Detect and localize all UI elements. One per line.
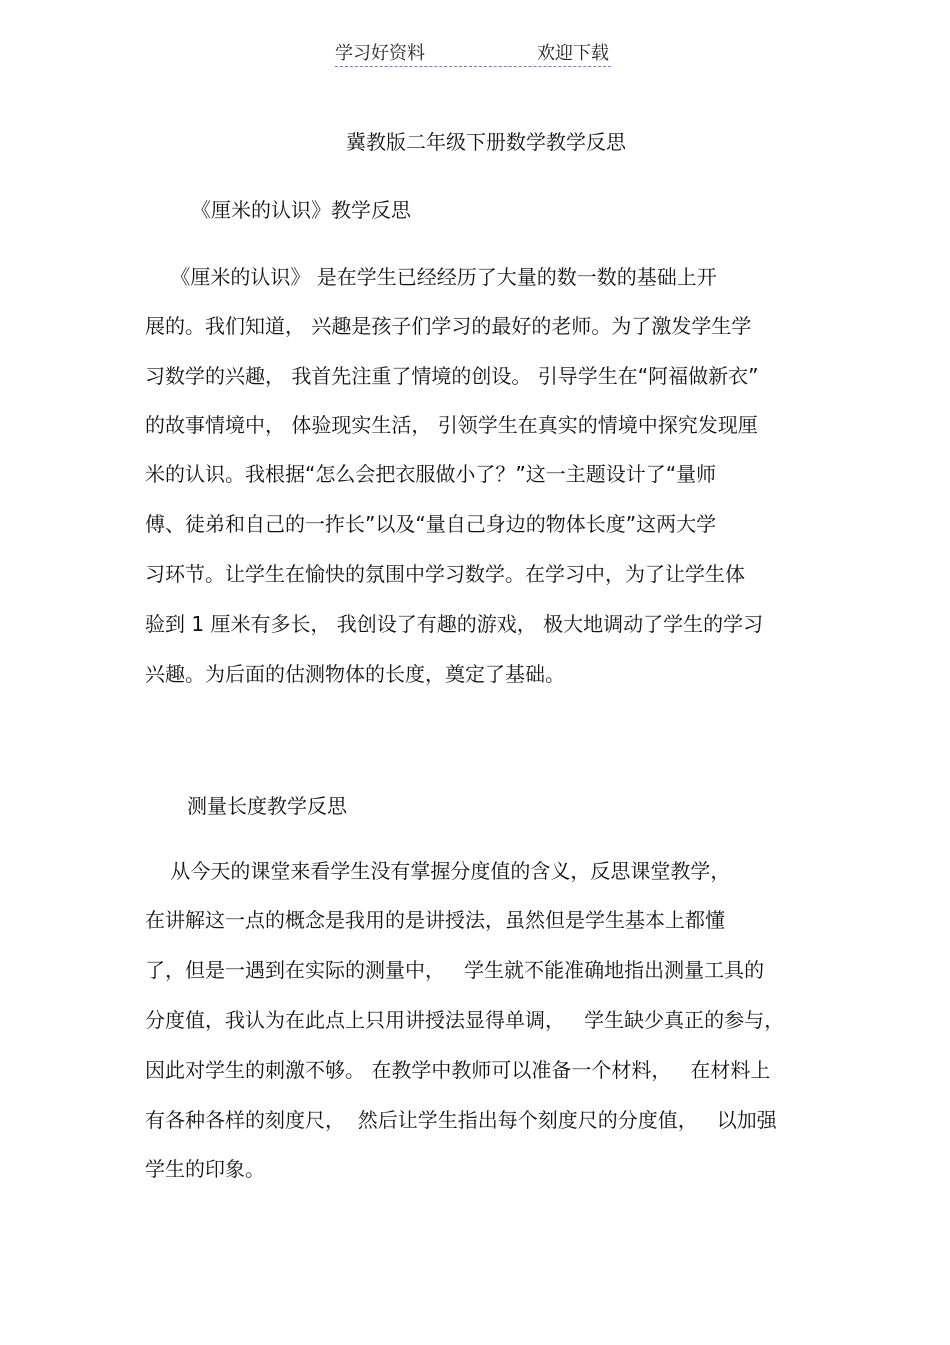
- section2-line: 有各种各样的刻度尺， 然后让学生指出每个刻度尺的分度值， 以加强: [145, 1108, 777, 1132]
- section1-line: 习数学的兴趣， 我首先注重了情境的创设。 引导学生在“阿福做新衣”: [145, 364, 759, 388]
- section2-line: 学生的印象。: [145, 1157, 265, 1181]
- header-left-text: 学习好资料: [335, 43, 425, 64]
- section1-line: 傅、徒弟和自己的一拃长”以及“量自己身边的物体长度”这两大学: [145, 512, 717, 536]
- section1-line: 米的认识。我根据“怎么会把衣服做小了？”这一主题设计了“量师: [145, 462, 717, 486]
- section2-line: 从今天的课堂来看学生没有掌握分度值的含义，反思课堂教学，: [145, 859, 731, 883]
- section2-line: 在讲解这一点的概念是我用的是讲授法，虽然但是学生基本上都懂: [145, 908, 725, 932]
- section1-line: 的故事情境中， 体验现实生活， 引领学生在真实的情境中探究发现厘: [145, 413, 758, 437]
- section2-line: 因此对学生的刺激不够。 在教学中教师可以准备一个材料， 在材料上: [145, 1058, 771, 1082]
- section2-line: 分度值，我认为在此点上只用讲授法显得单调， 学生缺少真正的参与，: [145, 1008, 785, 1032]
- document-title: 冀教版二年级下册数学教学反思: [346, 130, 626, 154]
- section1-line: 习环节。让学生在愉快的氛围中学习数学。在学习中，为了让学生体: [145, 562, 745, 586]
- section2-line: 了，但是一遇到在实际的测量中， 学生就不能准确地指出测量工具的: [145, 958, 765, 982]
- section1-line: 《厘米的认识》 是在学生已经经历了大量的数一数的基础上开: [145, 265, 717, 289]
- section2-heading: 测量长度教学反思: [187, 794, 347, 818]
- section1-line: 兴趣。为后面的估测物体的长度，奠定了基础。: [145, 662, 565, 686]
- page-header: [335, 42, 611, 67]
- header-right-text: 欢迎下载: [537, 43, 609, 64]
- section1-line: 展的。我们知道， 兴趣是孩子们学习的最好的老师。为了激发学生学: [145, 314, 752, 338]
- section1-heading: 《厘米的认识》教学反思: [191, 198, 411, 222]
- section1-line: 验到 1 厘米有多长， 我创设了有趣的游戏， 极大地调动了学生的学习: [145, 612, 764, 636]
